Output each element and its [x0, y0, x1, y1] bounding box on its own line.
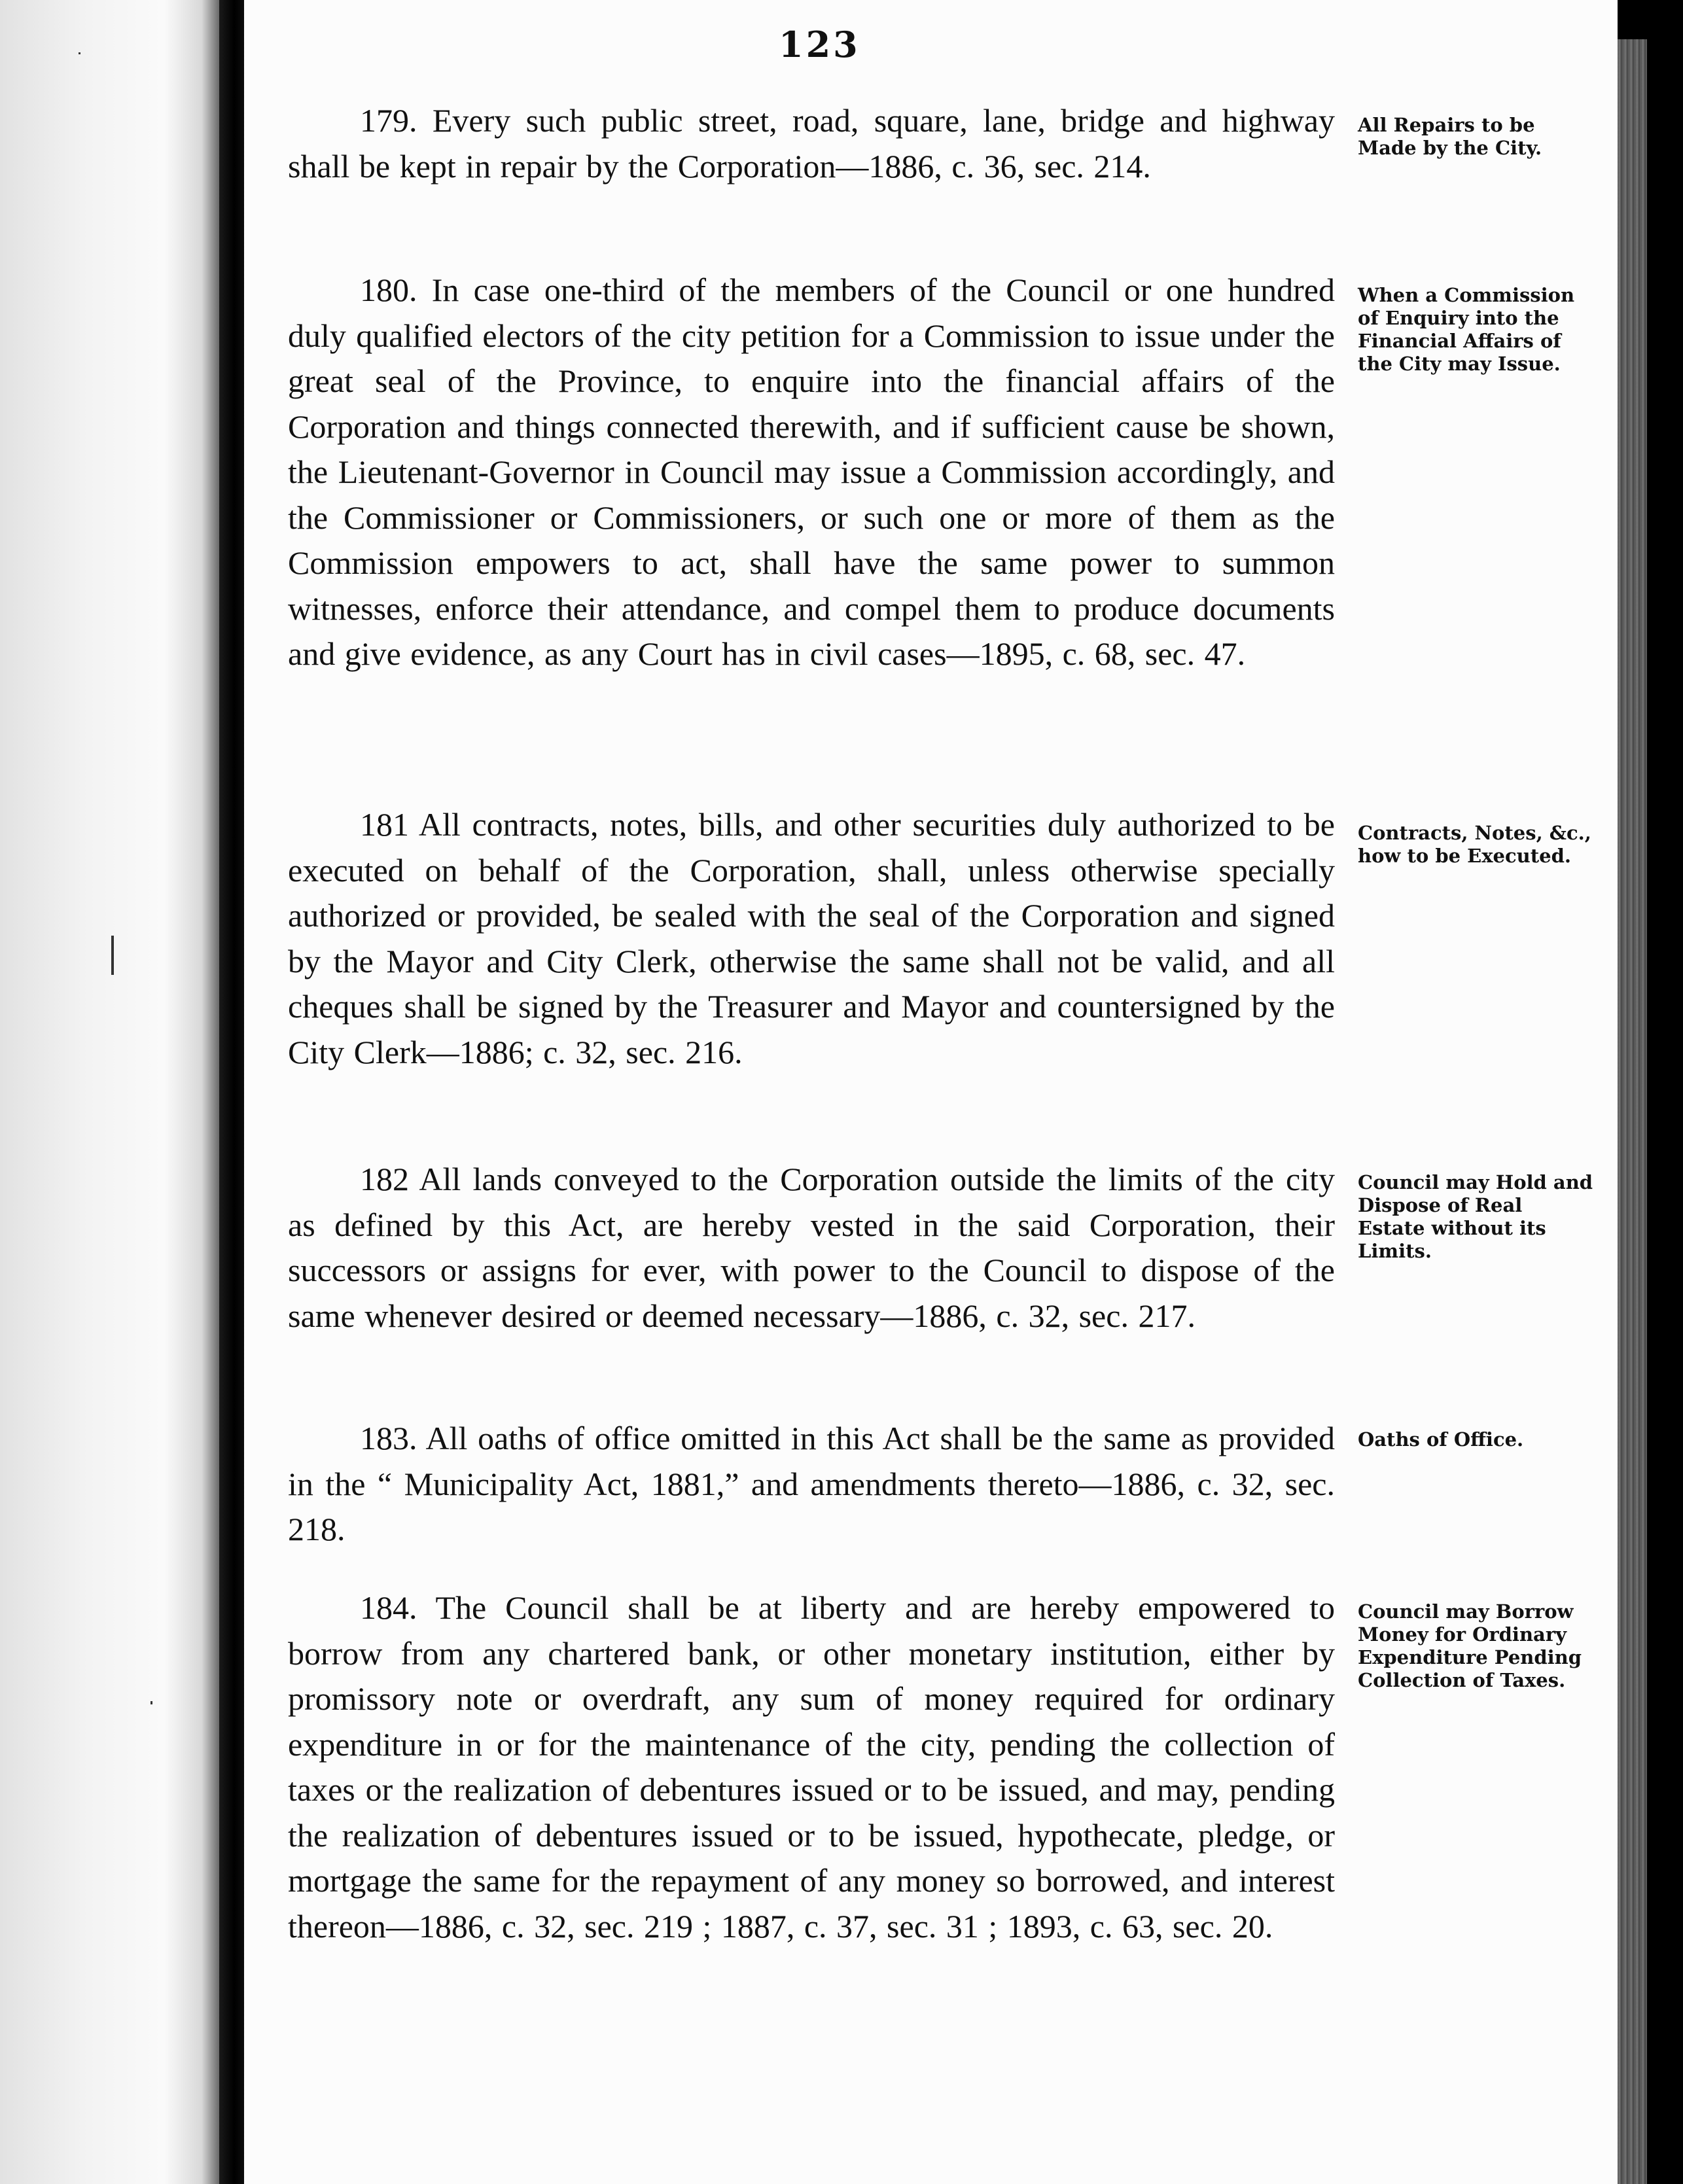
section-number: 184.	[360, 1589, 417, 1626]
section-180	[288, 268, 1335, 677]
section-number: 182	[360, 1161, 409, 1197]
section-182	[288, 1157, 1335, 1339]
margin-note-183: Oaths of Office.	[1358, 1428, 1524, 1451]
section-number: 180.	[360, 272, 417, 308]
section-text: All lands conveyed to the Corporation outside the limits of the city as defined by this Act, are hereby vested in the said Corporation, their successors or assigns for ever, with power to the Council to dispose of the same whenever desired or deemed necessary—1886, c. 32, sec. 217.	[288, 1161, 1335, 1334]
facing-page-edge	[0, 0, 219, 2184]
margin-note-184: Council may Borrow Money for Ordinary Expenditure Pending Collection of Taxes.	[1358, 1600, 1582, 1691]
section-number: 179.	[360, 102, 417, 139]
margin-note-179: All Repairs to be Made by the City.	[1358, 114, 1542, 159]
page-number: 123	[779, 24, 860, 65]
section-text: All contracts, notes, bills, and other securities duly authorized to be executed on behalf of the Corporation, shall, unless otherwise specially authorized or provided, be sealed with the seal of the Corporation and signed by the Mayor and City Clerk, otherwise the same shall not be valid, and all cheques shall be signed by the Treasurer and Mayor and countersigned by the City Clerk—1886; c. 32, sec. 216.	[288, 806, 1335, 1070]
section-text: All oaths of office omitted in this Act shall be the same as provided in the “ Municipality Act, 1881,” and amendments thereto—1886, c. 32, sec. 218.	[288, 1420, 1335, 1547]
scan-border	[1647, 0, 1683, 2184]
page-stack-edge	[1618, 39, 1647, 2184]
book-gutter	[219, 0, 244, 2184]
section-184	[288, 1585, 1335, 1949]
section-text: The Council shall be at liberty and are hereby empowered to borrow from any chartered bank, or other monetary institution, either by promissory note or overdraft, any sum of money required for ordinary expenditure in or for the maintenance of the city, pending the collection of taxes or the realization of debentures issued or to be issued, and may, pending the realization of debentures issued or to be issued, hypothecate, pledge, or mortgage the same for the repayment of any money so borrowed, and interest thereon—1886, c. 32, sec. 219 ; 1887, c. 37, sec. 31 ; 1893, c. 63, sec. 20.	[288, 1589, 1335, 1945]
section-number: 181	[360, 806, 409, 843]
margin-note-182: Council may Hold and Dispose of Real Estate without its Limits.	[1358, 1171, 1593, 1262]
section-183	[288, 1416, 1335, 1553]
section-181	[288, 802, 1335, 1075]
section-number: 183.	[360, 1420, 417, 1456]
margin-note-181: Contracts, Notes, &c., how to be Executed.	[1358, 822, 1591, 867]
section-text: In case one-third of the members of the Council or one hundred duly qualified electors of the city petition for a Commission to issue under the great seal of the Province, to enquire into the financial affairs of the Corporation and things connected therewith, and if sufficient cause be shown, the Lieutenant-Governor in Council may issue a Commission accordingly, and the Commissioner or Commissioners, or such one or more of them as the Commission empowers to act, shall have the same power to summon witnesses, enforce their attendance, and compel them to produce documents and give evidence, as any Court has in civil cases—1895, c. 68, sec. 47.	[288, 272, 1336, 672]
margin-note-180: When a Commission of Enquiry into the Financial Affairs of the City may Issue.	[1358, 284, 1575, 375]
section-179	[288, 98, 1335, 189]
section-text: Every such public street, road, square, lane, bridge and highway shall be kept in repair by the Corporation—1886, c. 36, sec. 214.	[288, 102, 1335, 185]
